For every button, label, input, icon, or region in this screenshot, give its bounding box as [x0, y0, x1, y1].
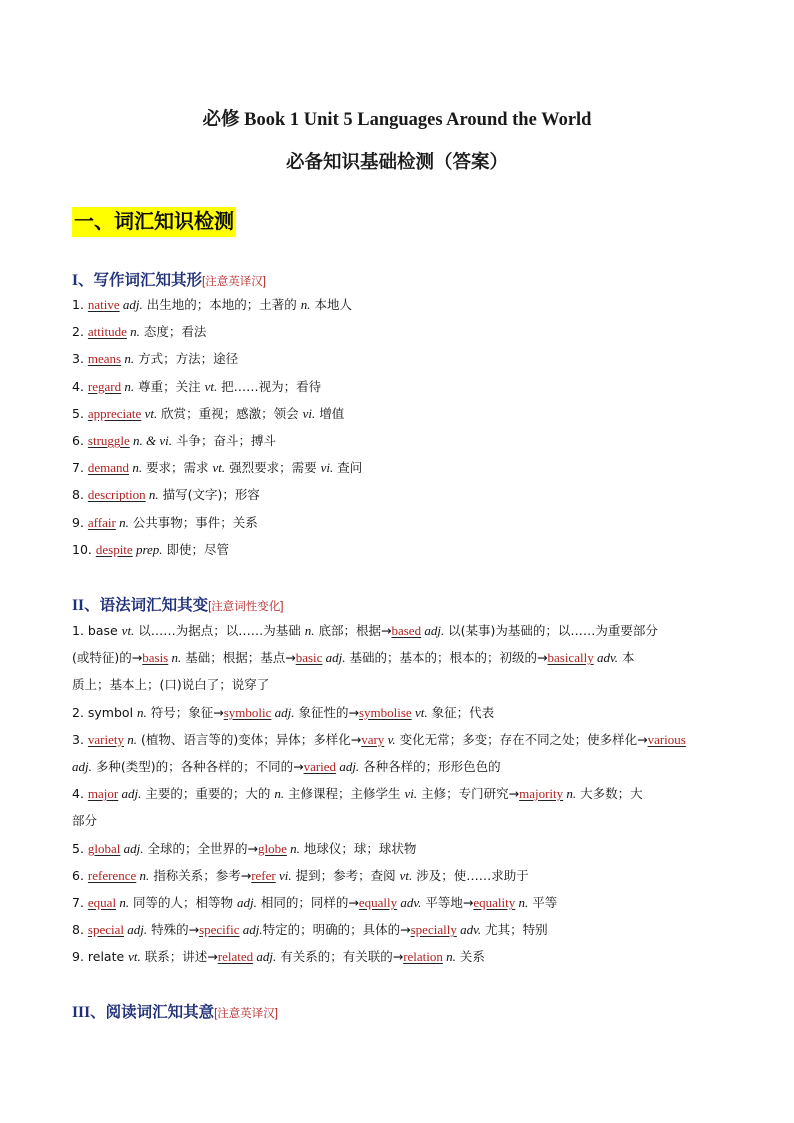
- definition-text: 描写(文字)；形容: [158, 487, 260, 503]
- part-of-speech: adj.: [118, 786, 142, 802]
- part-of-speech: n.: [126, 324, 140, 340]
- definition-text: 关系: [455, 949, 485, 965]
- definition-text: 主修；专门研究→: [417, 786, 520, 802]
- answer-word: equality: [473, 895, 516, 911]
- part-of-speech: adj.: [253, 949, 277, 965]
- definition-text: 6.: [72, 867, 88, 883]
- vocab-line: [72, 835, 724, 862]
- vocab-line: [72, 345, 724, 372]
- part-of-speech: adj.: [119, 297, 143, 312]
- section-2-list: [72, 617, 724, 971]
- vocab-line: [72, 617, 724, 644]
- part-of-speech: adj.: [239, 922, 263, 938]
- section-2-title: II、语法词汇知其变: [72, 597, 209, 614]
- answer-word: native: [87, 297, 120, 312]
- definition-text: 以(某事)为基础的；以……为重要部分: [444, 623, 658, 638]
- vocab-line: [72, 862, 724, 889]
- part-of-speech: adv.: [456, 922, 482, 938]
- definition-text: (植物、语言等的)变体；异体；多样化→: [137, 731, 362, 747]
- definition-text: 指称关系；参考→: [149, 867, 252, 883]
- answer-word: majority: [519, 786, 564, 802]
- definition-text: 公共事物；事件；关系: [128, 514, 258, 530]
- vocab-line: [72, 536, 724, 563]
- section-3-note: [注意英译汉]: [214, 1008, 278, 1020]
- part-of-speech: vt.: [121, 623, 135, 638]
- part-of-speech: vt.: [141, 405, 158, 421]
- part-of-speech: n.: [515, 895, 529, 911]
- part-of-speech: adv.: [593, 650, 619, 666]
- definition-text: 7.: [72, 460, 88, 476]
- part-of-speech: vi.: [320, 460, 334, 476]
- answer-word: relation: [403, 949, 443, 965]
- answer-word: major: [87, 786, 119, 802]
- answer-word: symbolic: [223, 704, 272, 720]
- vocab-line: [72, 699, 724, 726]
- part-of-speech: adj.: [120, 840, 144, 856]
- definition-text: 本: [618, 650, 635, 666]
- answer-word: demand: [87, 460, 130, 476]
- definition-text: 9. relate: [72, 949, 129, 965]
- part-of-speech: adv.: [397, 895, 422, 911]
- answer-word: appreciate: [87, 405, 142, 421]
- part-of-speech: n.: [300, 297, 311, 312]
- definition-text: 4.: [72, 786, 88, 802]
- part-of-speech: n.: [442, 949, 456, 965]
- section-1-title: I、写作词汇知其形: [72, 272, 203, 289]
- part-of-speech: n.: [274, 786, 285, 802]
- part-of-speech: n.: [563, 786, 577, 802]
- answer-word: refer: [251, 867, 276, 883]
- part-of-speech: vt.: [399, 867, 413, 883]
- answer-word: specific: [199, 922, 240, 938]
- vocab-line: [72, 943, 724, 970]
- definition-text: 尤其；特别: [481, 922, 548, 938]
- definition-text: 联系；讲述→: [140, 949, 218, 965]
- section-3-title: III、阅读词汇知其意: [72, 1004, 215, 1021]
- definition-text: 符号；象征→: [146, 704, 224, 720]
- answer-word: basically: [547, 650, 594, 666]
- definition-text: 特定的；明确的；具体的→: [262, 922, 411, 938]
- definition-text: 强烈要求；需要: [225, 460, 321, 476]
- definition-text: 质上；基本上；(口)说白了；说穿了: [72, 677, 270, 693]
- definition-text: 平等地→: [421, 895, 474, 911]
- definition-text: 6.: [72, 433, 88, 449]
- answer-word: related: [217, 949, 254, 965]
- answer-word: regard: [87, 378, 122, 394]
- definition-text: 平等: [528, 895, 558, 911]
- part-of-speech: vt.: [204, 378, 218, 394]
- definition-text: 部分: [72, 813, 98, 829]
- answer-word: global: [87, 840, 121, 856]
- vocab-line: [72, 726, 724, 753]
- part-of-speech: vi.: [275, 867, 292, 883]
- answer-word: varied: [303, 759, 337, 775]
- definition-text: 特殊的→: [147, 922, 200, 938]
- definition-text: 底部；根据→: [314, 623, 392, 638]
- definition-text: 增值: [315, 405, 345, 421]
- definition-text: 地球仪；球；球状物: [299, 840, 417, 856]
- definition-text: 本地人: [310, 297, 352, 312]
- vocab-line: [72, 509, 724, 536]
- vocab-line: [72, 318, 724, 345]
- section-1-note: [注意英译汉]: [202, 276, 266, 288]
- document-title: 必修 Book 1 Unit 5 Languages Around the World: [202, 110, 592, 130]
- vocab-line: [72, 427, 724, 454]
- vocab-line: [72, 454, 724, 481]
- definition-text: 相同的；同样的→: [256, 895, 359, 911]
- answer-word: special: [87, 922, 124, 938]
- part-of-speech: n.: [136, 867, 150, 883]
- vocab-line: [72, 671, 724, 698]
- definition-text: 10.: [72, 541, 96, 557]
- vocab-line: [72, 780, 724, 807]
- answer-word: specially: [410, 922, 457, 938]
- vocab-line: [72, 373, 724, 400]
- answer-word: variety: [87, 731, 124, 747]
- definition-text: 1. base: [72, 623, 122, 638]
- document-subtitle: 必备知识基础检测（答案）: [285, 153, 508, 173]
- part-of-speech: vt.: [128, 949, 141, 965]
- definition-text: 同等的人；相等物: [129, 895, 238, 911]
- part-of-speech: n.: [116, 895, 130, 911]
- answer-word: symbolise: [358, 704, 412, 720]
- part-of-speech: adj.: [72, 759, 92, 775]
- answer-word: vary: [361, 731, 385, 747]
- part-of-speech: n.: [121, 351, 135, 367]
- part-of-speech: vt.: [411, 704, 428, 720]
- definition-text: 3.: [72, 351, 88, 367]
- part-of-speech: vi.: [404, 786, 418, 802]
- definition-text: 提到；参考；查阅: [291, 867, 400, 883]
- part-of-speech: adj.: [336, 759, 360, 775]
- answer-word: equal: [87, 895, 117, 911]
- vocab-line: [72, 481, 724, 508]
- section-1-list: [72, 291, 724, 563]
- answer-word: basic: [295, 650, 323, 666]
- part-of-speech: n.: [286, 840, 300, 856]
- definition-text: 主要的；重要的；大的: [141, 786, 275, 802]
- part-of-speech: n.: [304, 623, 315, 638]
- definition-text: 斗争；奋斗；搏斗: [172, 433, 277, 449]
- answer-word: despite: [95, 541, 133, 557]
- part-of-speech: n.: [121, 378, 135, 394]
- vocab-line: [72, 753, 724, 780]
- definition-text: 7.: [72, 895, 88, 911]
- definition-text: 要求；需求: [142, 460, 213, 476]
- definition-text: 尊重；关注: [134, 378, 205, 394]
- definition-text: 大多数；大: [576, 786, 643, 802]
- part-of-speech: n.: [124, 731, 137, 747]
- answer-word: reference: [87, 867, 137, 883]
- definition-text: 5.: [72, 840, 88, 856]
- section-3-heading: [72, 1003, 278, 1024]
- definition-text: 各种各样的；形形色色的: [359, 759, 501, 775]
- definition-text: 欣赏；重视；感激；领会: [157, 405, 303, 421]
- definition-text: 方式；方法；途径: [134, 351, 239, 367]
- definition-text: 1.: [72, 297, 88, 312]
- section-2-heading: [72, 596, 283, 617]
- part-of-speech: v.: [384, 731, 396, 747]
- answer-word: attitude: [87, 324, 127, 340]
- answer-word: basis: [142, 650, 169, 666]
- definition-text: 象征；代表: [427, 704, 495, 720]
- part-of-speech: vt.: [212, 460, 226, 476]
- part-of-speech: vi.: [302, 405, 316, 421]
- vocab-line: [72, 916, 724, 943]
- definition-text: 基础的；基本的；根本的；初级的→: [345, 650, 548, 666]
- definition-text: 2. symbol: [72, 704, 138, 720]
- answer-word: various: [647, 731, 686, 747]
- answer-word: means: [87, 351, 122, 367]
- definition-text: 即使；尽管: [162, 541, 230, 557]
- definition-text: 以……为据点；以……为基础: [134, 623, 305, 638]
- part-of-speech: adj.: [271, 704, 295, 720]
- definition-text: 5.: [72, 405, 88, 421]
- definition-text: 态度；看法: [139, 324, 207, 340]
- definition-text: (或特征)的→: [72, 650, 143, 666]
- definition-text: 涉及；使……求助于: [412, 867, 529, 883]
- definition-text: 2.: [72, 324, 88, 340]
- vocab-line: [72, 644, 724, 671]
- definition-text: 8.: [72, 922, 88, 938]
- part-of-speech: n. & vi.: [129, 433, 173, 449]
- section-2-note: [注意词性变化]: [208, 601, 284, 613]
- vocab-line: [72, 400, 724, 427]
- answer-word: based: [391, 623, 422, 638]
- part-of-speech: n.: [145, 487, 159, 503]
- definition-text: 8.: [72, 487, 88, 503]
- answer-word: description: [87, 487, 146, 503]
- vocab-line: [72, 807, 724, 834]
- section-banner: 一、词汇知识检测: [72, 207, 236, 237]
- part-of-speech: n.: [115, 514, 129, 530]
- definition-text: 出生地的；本地的；土著的: [142, 297, 301, 312]
- definition-text: 查问: [333, 460, 363, 476]
- answer-word: globe: [257, 840, 287, 856]
- part-of-speech: n.: [129, 460, 143, 476]
- answer-word: equally: [358, 895, 398, 911]
- part-of-speech: prep.: [132, 541, 163, 557]
- definition-text: 多种(类型)的；各种各样的；不同的→: [91, 759, 304, 775]
- answer-word: struggle: [87, 433, 130, 449]
- definition-text: 9.: [72, 514, 88, 530]
- vocab-line: [72, 291, 724, 318]
- definition-text: 把……视为；看待: [217, 378, 322, 394]
- part-of-speech: adj.: [237, 895, 257, 911]
- definition-text: 有关系的；有关联的→: [276, 949, 404, 965]
- definition-text: 主修课程；主修学生: [284, 786, 405, 802]
- answer-word: affair: [87, 514, 116, 530]
- definition-text: 变化无常；多变；存在不同之处；使多样化→: [395, 731, 648, 747]
- part-of-speech: adj.: [322, 650, 346, 666]
- part-of-speech: n.: [168, 650, 182, 666]
- definition-text: 全球的；全世界的→: [143, 840, 258, 856]
- part-of-speech: adj.: [421, 623, 445, 638]
- section-1-heading: [72, 271, 266, 292]
- definition-text: 3.: [72, 731, 88, 747]
- part-of-speech: n.: [137, 704, 147, 720]
- part-of-speech: adj.: [124, 922, 148, 938]
- definition-text: 象征性的→: [294, 704, 359, 720]
- vocab-line: [72, 889, 724, 916]
- definition-text: 基础；根据；基点→: [181, 650, 296, 666]
- definition-text: 4.: [72, 378, 88, 394]
